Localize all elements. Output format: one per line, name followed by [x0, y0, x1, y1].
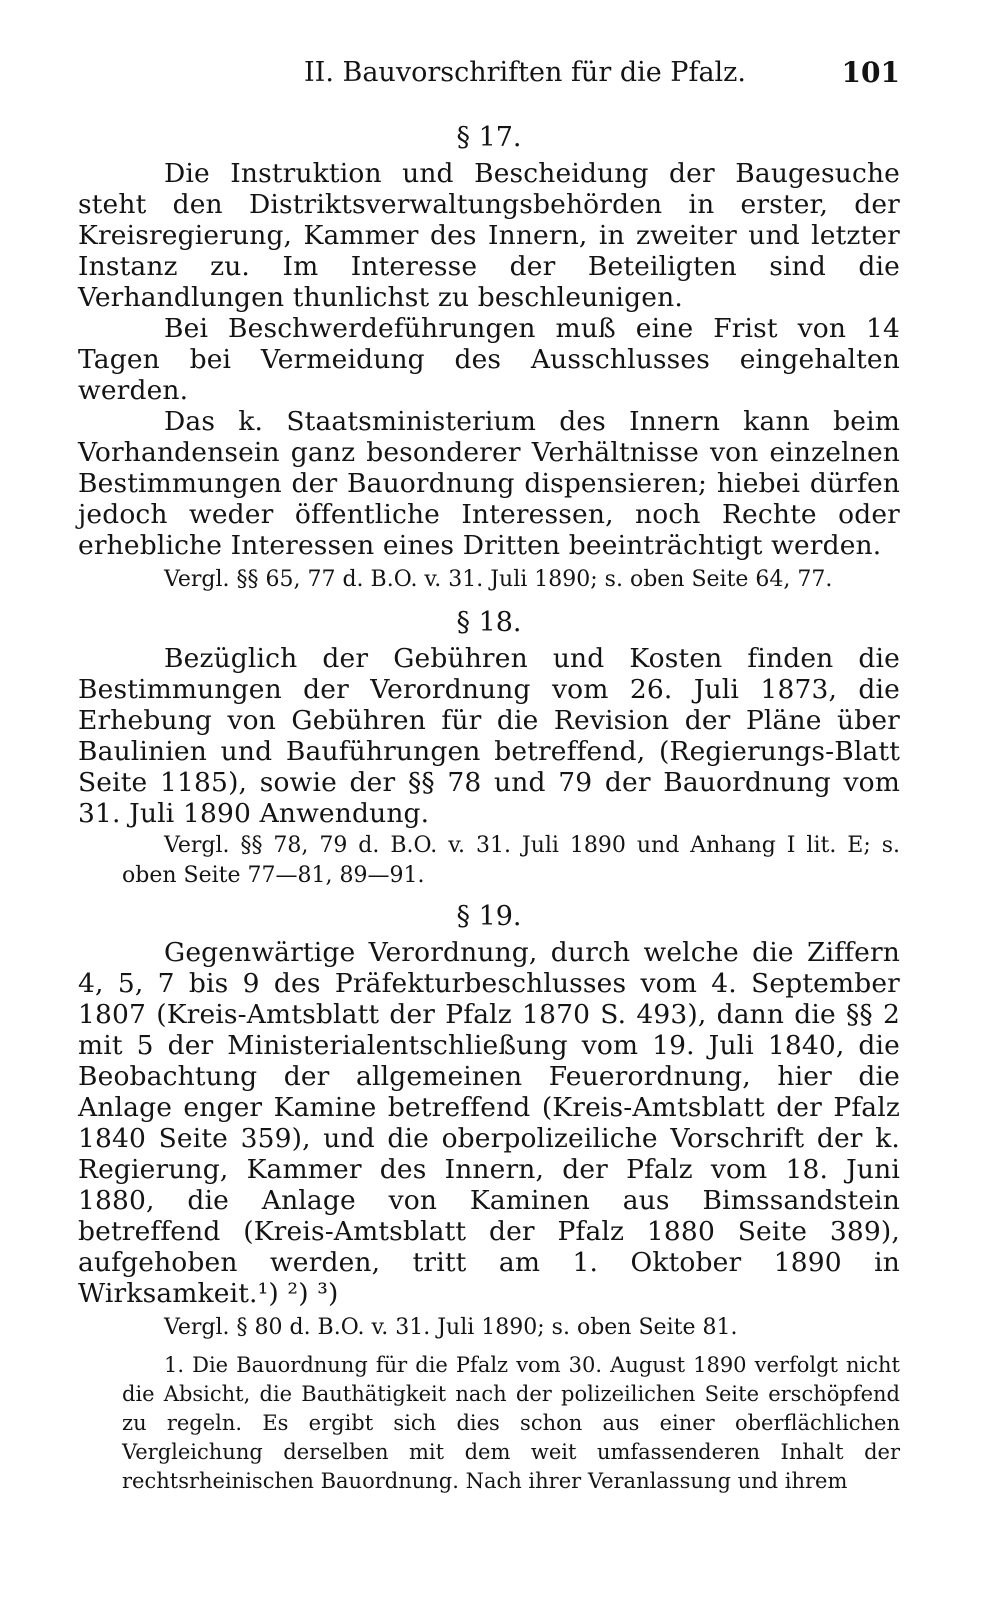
paragraph: Gegenwärtige Verordnung, durch welche die Ziffern 4, 5, 7 bis 9 des Präfekturbeschlusses vom 4. September 1807 (Kreis-Amtsblatt der Pfalz 1870 S. 493), dann die §§ 2 mit 5 der Ministerialentschließung vom 19. Juli 1840, die Beobachtung der allgemeinen Feuerordnung, hier die Anlage enger Kamine betreffend (Kreis-Amtsblatt der Pfalz 1840 Seite 359), und die oberpolizeiliche Vorschrift der k. Regierung, Kammer des Innern, der Pfalz vom 18. Juni 1880, die Anlage von Kaminen aus Bimssandstein betreffend (Kreis-Amtsblatt der Pfalz 1880 Seite 389), aufgehoben werden, tritt am 1. Oktober 1890 in Wirksamkeit.¹) ²) ³) [78, 937, 900, 1309]
section-heading: § 19. [456, 901, 522, 932]
section-heading: § 17. [456, 122, 522, 153]
cross-reference: Vergl. §§ 65, 77 d. B.O. v. 31. Juli 1890; s. oben Seite 64, 77. [164, 567, 833, 592]
paragraph: Bezüglich der Gebühren und Kosten finden die Bestimmungen der Verordnung vom 26. Juli 1873, die Erhebung von Gebühren für die Revision der Pläne über Baulinien und Bauführungen betreffend, (Regierungs-Blatt Seite 1185), sowie der §§ 78 und 79 der Bauordnung vom 31. Juli 1890 Anwendung. [78, 643, 900, 829]
section-17 [78, 118, 900, 595]
running-title: II. Bauvorschriften für die Pfalz. [304, 57, 746, 88]
page-number: 101 [841, 56, 900, 89]
section-18 [78, 603, 900, 891]
running-header [78, 48, 900, 98]
paragraph: Das k. Staatsministerium des Innern kann beim Vorhandensein ganz besonderer Verhältnisse von einzelnen Bestimmungen der Bauordnung dispensieren; hiebei dürfen jedoch weder öffentliche Interessen, noch Rechte oder erhebliche Interessen eines Dritten beeinträchtigt werden. [78, 406, 900, 561]
section-heading: § 18. [456, 607, 522, 638]
footnote: 1. Die Bauordnung für die Pfalz vom 30. August 1890 verfolgt nicht die Absicht, die Bauthätigkeit nach der polizeilichen Seite erschöpfend zu regeln. Es ergibt sich dies schon aus einer oberflächlichen Vergleichung derselben mit dem weit umfassenderen Inhalt der rechtsrheinischen Bauordnung. Nach ihrer Veranlassung und ihrem [122, 1353, 900, 1493]
cross-reference: Vergl. § 80 d. B.O. v. 31. Juli 1890; s. oben Seite 81. [164, 1315, 738, 1340]
paragraph: Die Instruktion und Bescheidung der Baugesuche steht den Distriktsverwaltungsbehörden in erster, der Kreisregierung, Kammer des Innern, in zweiter und letzter Instanz zu. Im Interesse der Beteiligten sind die Verhandlungen thunlichst zu beschleunigen. [78, 158, 900, 313]
page-body [78, 118, 900, 1496]
section-19 [78, 897, 900, 1343]
cross-reference: Vergl. §§ 78, 79 d. B.O. v. 31. Juli 1890 und Anhang I lit. E; s. oben Seite 77—81, 89—91. [122, 833, 900, 888]
paragraph: Bei Beschwerdeführungen muß eine Frist von 14 Tagen bei Vermeidung des Ausschlusses eingehalten werden. [78, 313, 900, 406]
